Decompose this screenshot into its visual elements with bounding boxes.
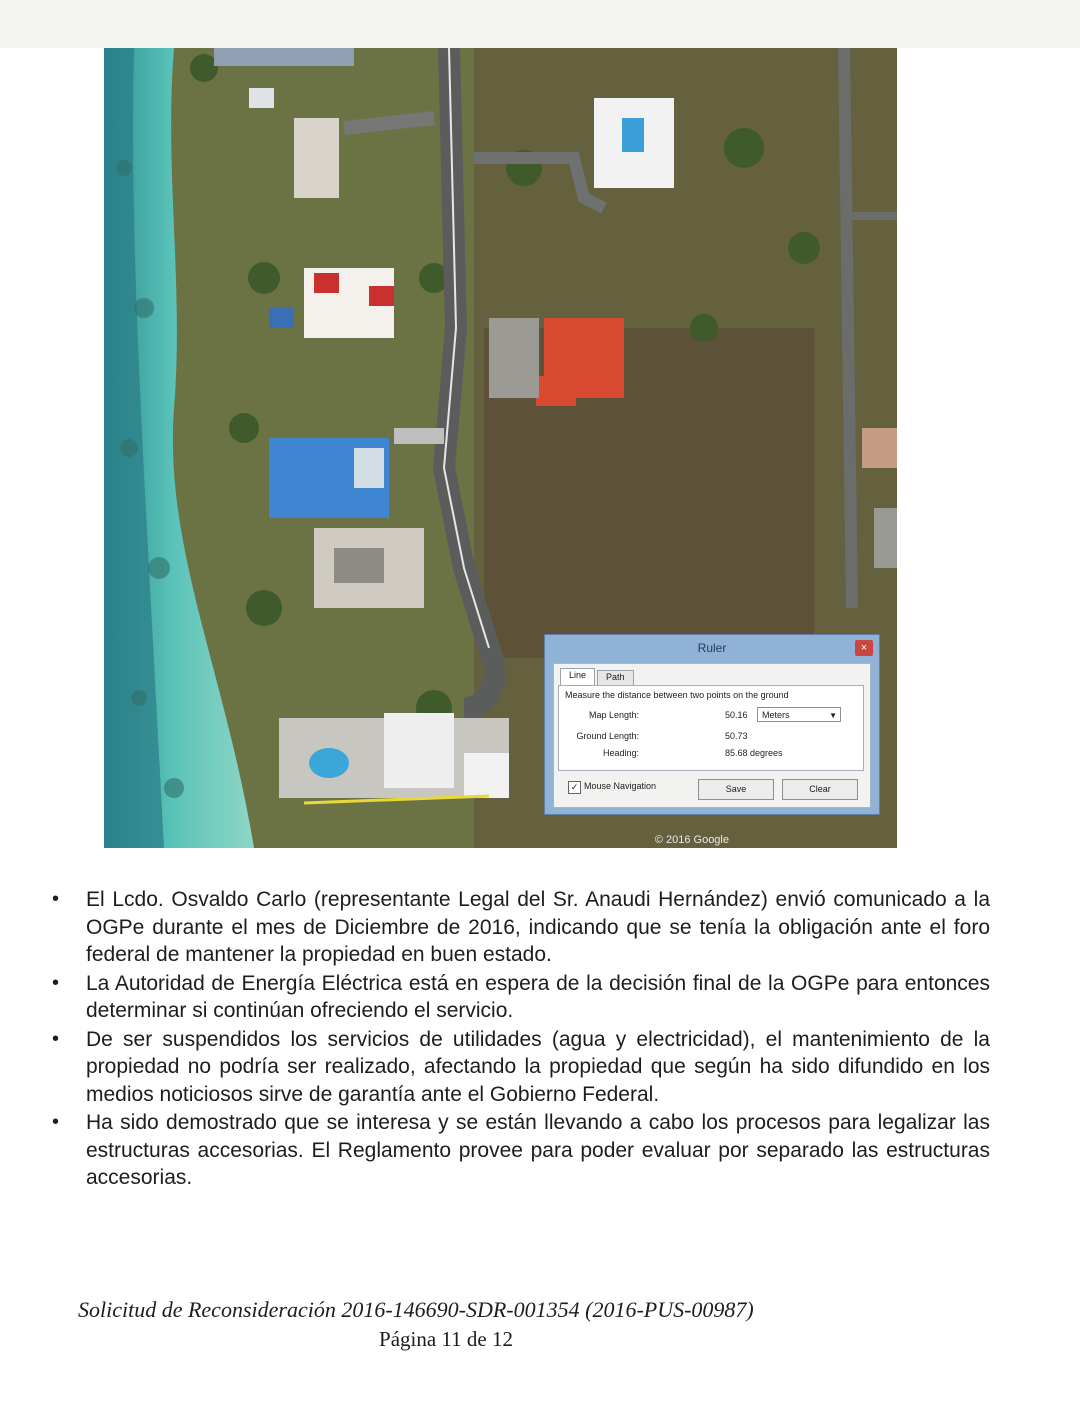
ground-length-row <box>565 731 859 745</box>
ground-length-value: 50.73 <box>725 731 748 741</box>
aerial-map-image <box>104 48 897 848</box>
ruler-body <box>553 663 871 808</box>
ground-length-label: Ground Length: <box>576 731 639 741</box>
bullet-icon: • <box>52 1027 60 1050</box>
clear-button[interactable]: Clear <box>782 779 858 800</box>
footer-reference: Solicitud de Reconsideración 2016-146690-SDR-001354 (2016-PUS-00987) <box>78 1297 754 1322</box>
unit-select[interactable] <box>757 707 841 722</box>
ruler-description: Measure the distance between two points on the ground <box>565 690 789 700</box>
top-band <box>0 0 1080 48</box>
bullet-icon: • <box>52 971 60 994</box>
heading-label: Heading: <box>602 748 639 758</box>
heading-value: 85.68 degrees <box>725 748 783 758</box>
bullet-text: Ha sido demostrado que se interesa y se están llevando a cabo los procesos para legalizar las estructuras accesorias. El Reglamento provee para poder evaluar por separado las estructuras accesorias. <box>86 1111 990 1189</box>
bullet-list <box>50 886 990 1193</box>
tab-line[interactable]: Line <box>560 668 595 687</box>
bullet-icon: • <box>52 1111 60 1133</box>
list-item <box>50 1026 990 1109</box>
list-item <box>50 1109 990 1192</box>
bullet-text: El Lcdo. Osvaldo Carlo (representante Legal del Sr. Anaudi Hernández) envió comunicado a la OGPe durante el mes de Diciembre de 2016, indicando que se tenía la obligación ante el foro federal de mantener la propiedad en buen estado. <box>86 888 990 966</box>
mouse-navigation-checkbox[interactable]: ✓ <box>568 781 581 794</box>
mouse-navigation-label: Mouse Navigation <box>584 781 657 791</box>
page-number: Página 11 de 12 <box>379 1327 513 1351</box>
bullet-text: De ser suspendidos los servicios de utilidades (agua y electricidad), el mantenimiento de la propiedad no podría ser realizado, afectando la propiedad que según ha sido difundido en los medios noticiosos sirve de garantía ante el Gobierno Federal. <box>86 1027 990 1106</box>
close-button[interactable]: × <box>855 640 873 656</box>
bullet-text: La Autoridad de Energía Eléctrica está en espera de la decisión final de la OGPe para entonces determinar si continúan ofreciendo el servicio. <box>86 971 990 1022</box>
save-button[interactable]: Save <box>698 779 774 800</box>
tab-path[interactable]: Path <box>597 670 634 687</box>
map-length-row <box>565 710 859 724</box>
map-copyright: © 2016 Google <box>654 834 729 846</box>
bullet-icon: • <box>52 888 60 910</box>
heading-row <box>565 748 859 762</box>
ruler-title: Ruler <box>697 641 727 655</box>
map-length-label: Map Length: <box>588 710 639 720</box>
ruler-panel <box>558 685 864 771</box>
map-length-value: 50.16 <box>725 710 748 720</box>
list-item <box>50 970 990 1025</box>
ruler-footer <box>560 777 866 799</box>
list-item <box>50 886 990 969</box>
chevron-down-icon: ▼ <box>829 711 837 720</box>
ruler-tabs <box>560 668 636 684</box>
unit-select-value: Meters <box>762 710 790 720</box>
ruler-dialog <box>544 634 880 815</box>
